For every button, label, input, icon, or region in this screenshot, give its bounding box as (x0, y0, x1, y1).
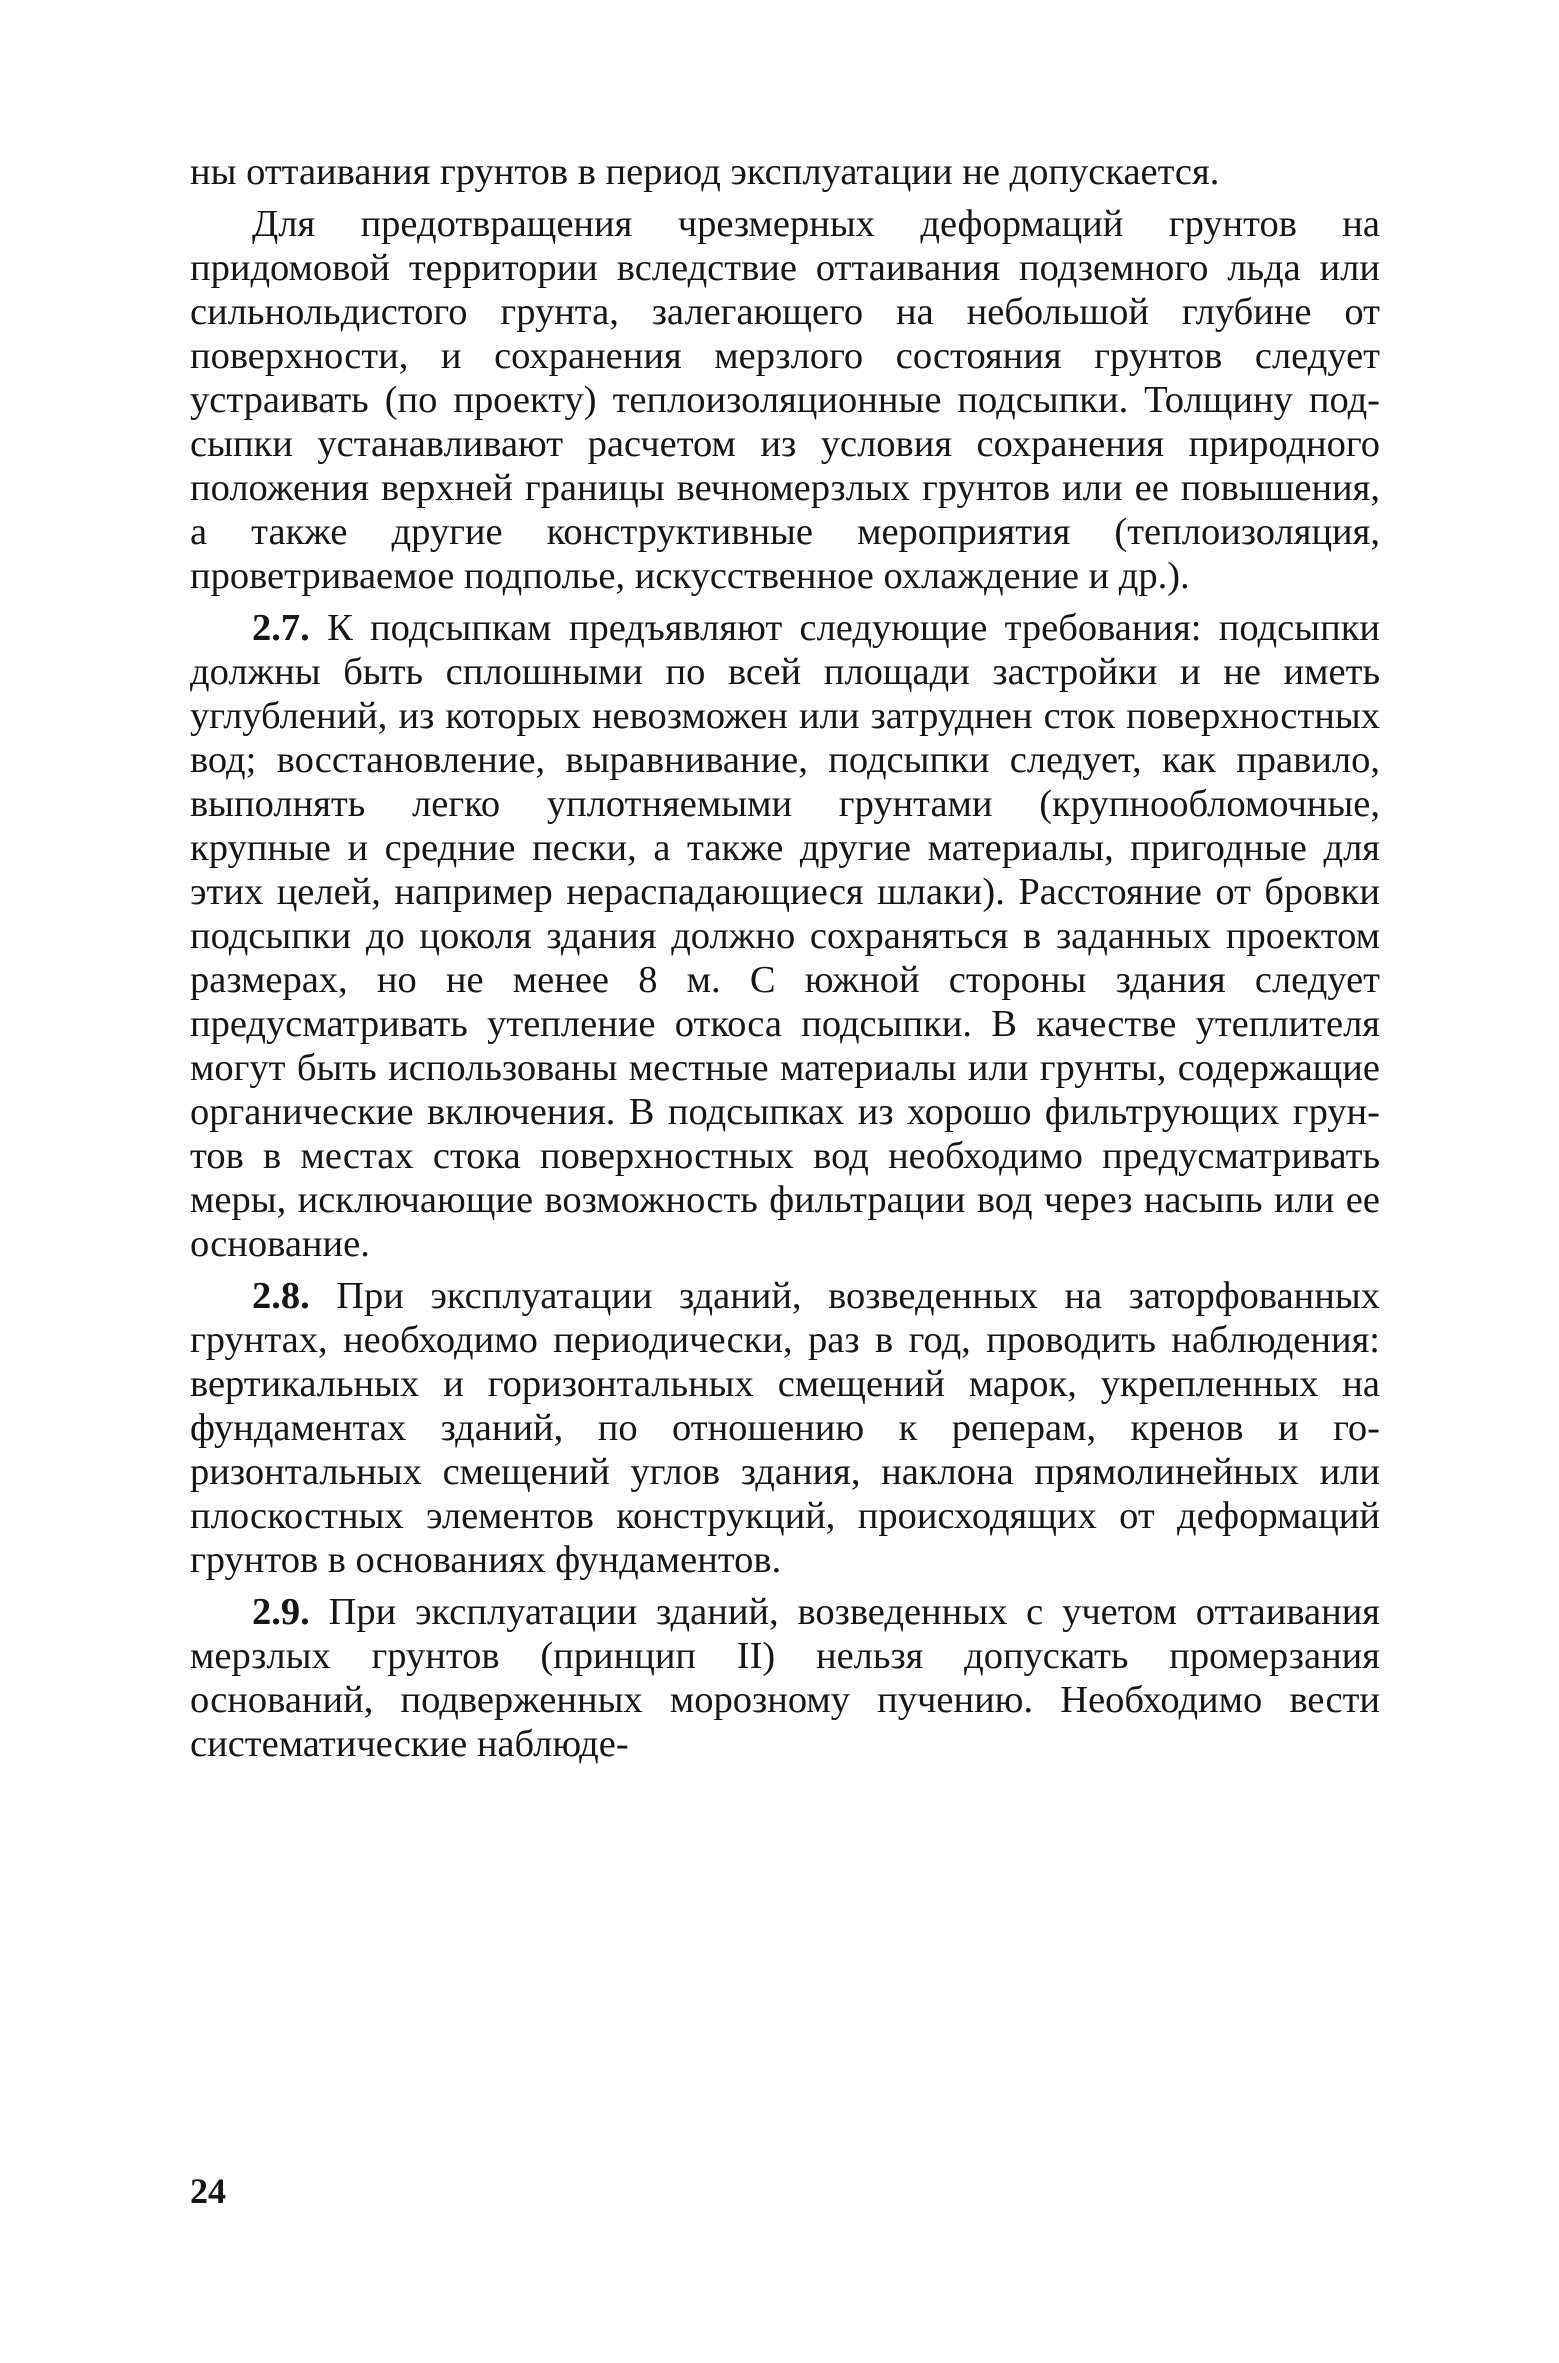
paragraph-2-9 (190, 1590, 1380, 1766)
paragraph-frost-protection (190, 202, 1380, 598)
paragraph-text: ны оттаивания грунтов в период эксплуатации не допускается. (190, 151, 1220, 193)
paragraph-text: К подсыпкам предъявляют следующие требования: подсыпки должны быть сплошными по всей площади застройки и не иметь углублений, из которых невозможен или затруднен сток поверхностных вод; восстановление, выравнивание, подсыпки следует, как правило, выполнять легко уплотняемыми грунтами (крупнообломочные, крупные и средние пески, а также другие материалы, пригодные для этих целей, например нераспадающиеся шлаки). Расстояние от бровки подсыпки до цоколя здания должно сохраняться в заданных проектом размерах, но не менее 8 м. С южной стороны здания следует предусматривать утепление откоса подсыпки. В качестве утеплителя могут быть использованы местные материалы или грунты, содержащие органические включения. В подсыпках из хорошо фильтрующих грунтов в местах стока поверхностных вод необходимо предусматривать меры, исключающие возможность фильтрации вод через насыпь или ее основание. (190, 607, 1380, 1265)
paragraph-text: Для предотвращения чрезмерных деформаций грунтов на придомовой территории вследствие оттаивания подземного льда или сильнольдистого грунта, залегающего на небольшой глубине от поверхности, и сохранения мерзлого состояния грунтов следует устраивать (по проекту) теплоизоляционные подсыпки. Толщину подсыпки устанавливают расчетом из условия сохранения природного положения верхней границы вечномерзлых грунтов или ее повышения, а также другие конструктивные мероприятия (теплоизоляция, проветриваемое подполье, искусственное охлаждение и др.). (190, 203, 1380, 597)
page-number: 24 (190, 2171, 226, 2211)
paragraph-continued (190, 150, 1380, 194)
section-number: 2.7. (252, 607, 310, 649)
page-body (190, 150, 1380, 1766)
paragraph-text: При эксплуатации зданий, возведенных на заторфованных грунтах, необходимо периодически, раз в год, проводить наблюдения: вертикальных и горизонтальных смещений марок, укрепленных на фундаментах зданий, по отношению к реперам, кренов и горизонтальных смещений углов здания, наклона прямолинейных или плоскостных элементов конструкций, происходящих от деформаций грунтов в основаниях фундаментов. (190, 1275, 1381, 1581)
paragraph-2-8 (190, 1274, 1380, 1582)
section-number: 2.8. (252, 1275, 310, 1317)
paragraph-text: При эксплуатации зданий, возведенных с учетом оттаивания мерзлых грунтов (принцип II) нельзя допускать промерзания оснований, подверженных морозному пучению. Необходимо вести систематические наблюде- (190, 1591, 1381, 1765)
section-number: 2.9. (252, 1591, 310, 1633)
paragraph-2-7 (190, 606, 1380, 1266)
